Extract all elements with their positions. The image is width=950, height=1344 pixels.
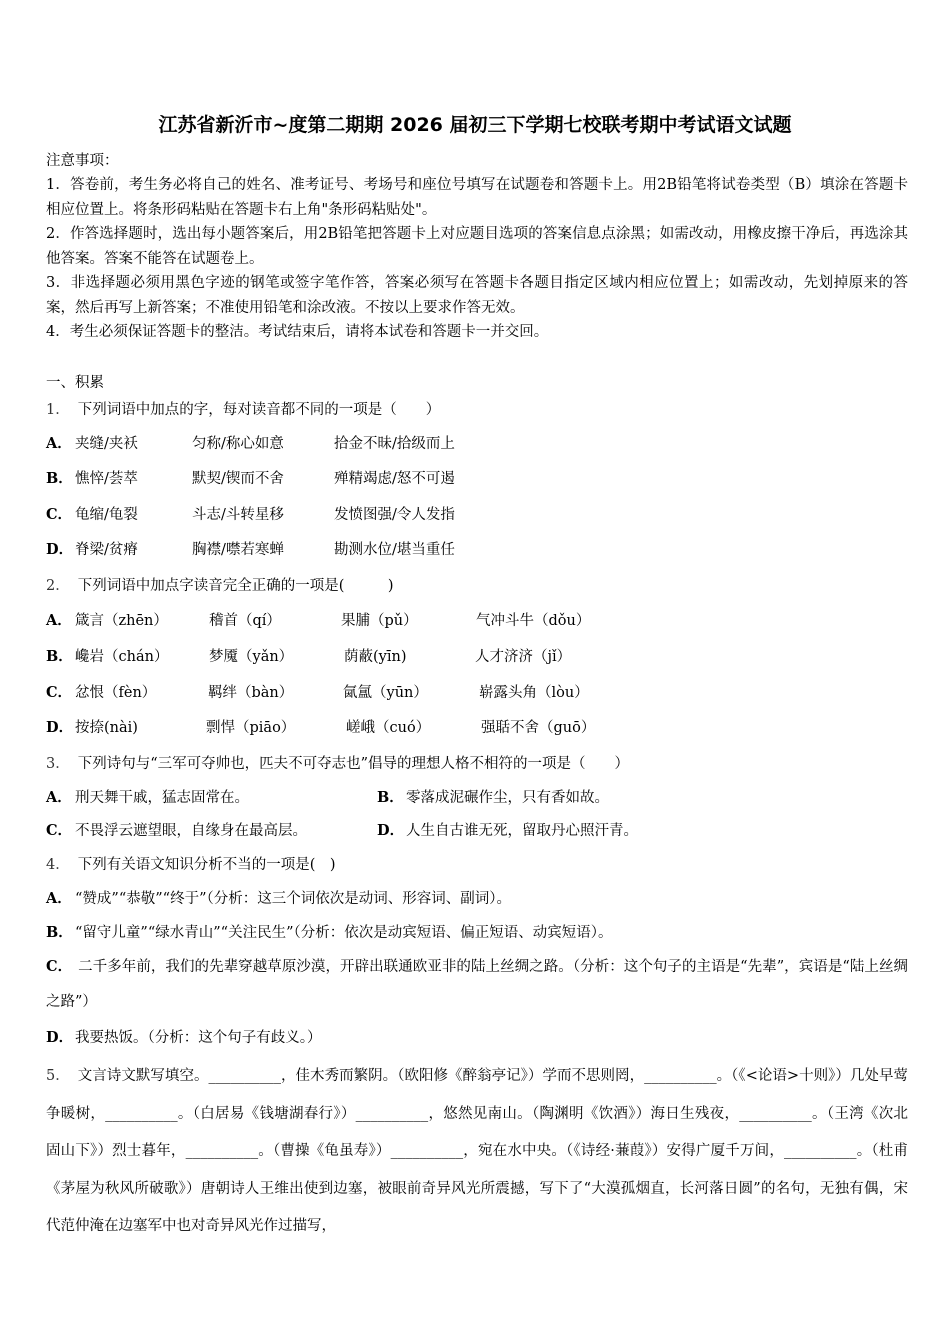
q3-option-a-letter: A． xyxy=(46,789,72,806)
notice-heading: 注意事项： xyxy=(46,153,119,169)
q3-option-b-text: 零落成泥碾作尘，只有香如故。 xyxy=(406,790,609,806)
q2-option-c-cell: 崭露头角（lòu） xyxy=(479,685,589,701)
question-3-stem xyxy=(46,754,629,774)
q2-option-c-cell: 羁绊（bàn） xyxy=(208,685,294,701)
notice-item: 2．作答选择题时，选出每小题答案后，用2B铅笔把答题卡上对应题目选项的答案信息点涂黑；如需改动，用橡皮擦干净后，再选涂其他答案。答案不能答在试题卷上。 xyxy=(46,226,908,267)
q3-option-a-text: 刑天舞干戚，猛志固常在。 xyxy=(75,790,249,806)
q1-option-c-cell: 龟缩/龟裂 xyxy=(75,507,138,523)
q2-option-b-cell: 人才济济（jǐ） xyxy=(475,649,572,665)
q1-option-c-cell: 发愤图强/令人发指 xyxy=(334,507,455,523)
q4-option-d-letter: D． xyxy=(46,1029,74,1046)
q2-option-a-letter: A． xyxy=(46,612,72,629)
q2-option-a-cell: 稽首（qí） xyxy=(209,613,281,629)
q1-option-d-cell: 勘测水位/堪当重任 xyxy=(334,542,455,558)
notice-item: 1．答卷前，考生务必将自己的姓名、准考证号、考场号和座位号填写在试题卷和答题卡上。用2B铅笔将试卷类型（B）填涂在答题卡相应位置上。将条形码粘贴在答题卡右上角"条形码粘贴处"。 xyxy=(46,177,908,218)
q2-option-d-letter: D． xyxy=(46,719,74,736)
q4-option-b-letter: B． xyxy=(46,924,73,941)
q2-option-a-cell: 果脯（pǔ） xyxy=(341,613,418,629)
question-text: 文言诗文默写填空。__________，佳木秀而繁阴。（欧阳修《醉翁亭记》）学而不思则罔，__________。（《<论语>十则》）几处早莺争暖树，__________。（白居易《钱塘湖春行》）__________，悠然见南山。（陶渊明《饮酒》）海日生残夜，__________。（王湾《次北固山下》）烈士暮年，__________。（曹操《龟虽寿》）__________，宛在水中央。（《诗经·蒹葭》）安得广厦千万间，__________。（杜甫《茅屋为秋风所破歌》）唐朝诗人王维出使到边塞，被眼前奇异风光所震撼，写下了“大漠孤烟直，长河落日圆”的名句，无独有偶，宋代范仲淹在边塞军中也对奇异风光作过描写， xyxy=(46,1068,908,1234)
q2-option-b-cell: 梦魇（yǎn） xyxy=(209,649,294,665)
question-text: 下列词语中加点的字，每对读音都不同的一项是（ ） xyxy=(77,402,441,418)
q4-option-c xyxy=(46,950,908,1019)
question-number: 5． xyxy=(46,1068,70,1084)
q1-option-b-cell: 殚精竭虑/怒不可遏 xyxy=(334,471,455,487)
q2-option-b-cell: 荫蔽(yīn) xyxy=(344,649,407,665)
q4-option-d-text: 我要热饭。（分析：这个句子有歧义。） xyxy=(75,1030,322,1046)
question-1-stem xyxy=(46,400,440,420)
q4-option-a-text: “赞成”“恭敬”“终于”（分析：这三个词依次是动词、形容词、副词）。 xyxy=(75,891,511,907)
q4-option-c-text: 二千多年前，我们的先辈穿越草原沙漠，开辟出联通欧亚非的陆上丝绸之路。（分析：这个句子的主语是“先辈”，宾语是“陆上丝绸之路”） xyxy=(46,959,908,1010)
question-text: 下列诗句与“三军可夺帅也，匹夫不可夺志也”倡导的理想人格不相符的一项是（ ） xyxy=(77,756,630,772)
notice-list xyxy=(46,173,908,345)
question-5 xyxy=(46,1058,908,1246)
question-number: 2． xyxy=(46,578,70,594)
q2-option-d-cell: 嵯峨（cuó） xyxy=(346,720,431,736)
page-title: 江苏省新沂市~度第二期期 2026 届初三下学期七校联考期中考试语文试题 xyxy=(158,114,792,136)
q1-option-a-cell: 夹缝/夹袄 xyxy=(75,436,138,452)
question-number: 1． xyxy=(46,402,70,418)
question-text: 下列有关语文知识分析不当的一项是( ) xyxy=(77,857,336,873)
q1-option-d-cell: 胸襟/噤若寒蝉 xyxy=(192,542,284,558)
q1-option-d-letter: D． xyxy=(46,541,74,558)
question-number: 4． xyxy=(46,857,70,873)
q1-option-c-cell: 斗志/斗转星移 xyxy=(192,507,284,523)
q3-option-c-text: 不畏浮云遮望眼，自缘身在最高层。 xyxy=(75,823,307,839)
q1-option-b-cell: 默契/锲而不舍 xyxy=(192,471,284,487)
q2-option-a-cell: 箴言（zhēn） xyxy=(75,613,168,629)
q1-option-b-letter: B． xyxy=(46,470,73,487)
q1-option-a-letter: A． xyxy=(46,435,72,452)
q2-option-b-letter: B． xyxy=(46,648,73,665)
q4-option-a-letter: A． xyxy=(46,890,72,907)
q2-option-a-cell: 气冲斗牛（dǒu） xyxy=(476,613,591,629)
question-text: 下列词语中加点字读音完全正确的一项是( ) xyxy=(77,578,394,594)
question-2-stem xyxy=(46,576,394,596)
q2-option-c-letter: C． xyxy=(46,684,73,701)
q1-option-a-cell: 匀称/称心如意 xyxy=(192,436,284,452)
q4-option-b-text: “留守儿童”“绿水青山”“关注民生”（分析：依次是动宾短语、偏正短语、动宾短语）。 xyxy=(75,925,613,941)
q1-option-c-letter: C． xyxy=(46,506,73,523)
q4-option-c-letter: C． xyxy=(46,958,73,975)
q3-option-b-letter: B． xyxy=(377,789,404,806)
notice-item: 3．非选择题必须用黑色字迹的钢笔或签字笔作答，答案必须写在答题卡各题目指定区域内相应位置上；如需改动，先划掉原来的答案，然后再写上新答案；不准使用铅笔和涂改液。不按以上要求作答无效。 xyxy=(46,275,908,316)
q1-option-a-cell: 拾金不昧/拾级而上 xyxy=(334,436,455,452)
q3-option-c-letter: C． xyxy=(46,822,73,839)
q2-option-b-cell: 巉岩（chán） xyxy=(75,649,169,665)
q2-option-c-cell: 忿恨（fèn） xyxy=(75,685,157,701)
q1-option-b-cell: 憔悴/荟萃 xyxy=(75,471,138,487)
section-title: 一、积累 xyxy=(46,375,104,391)
q2-option-c-cell: 氤氲（yūn） xyxy=(343,685,428,701)
q3-option-d-text: 人生自古谁无死，留取丹心照汗青。 xyxy=(406,823,638,839)
question-number: 3． xyxy=(46,756,70,772)
q2-option-d-cell: 按捺(nài) xyxy=(75,720,138,736)
notice-item: 4．考生必须保证答题卡的整洁。考试结束后，请将本试卷和答题卡一并交回。 xyxy=(46,324,549,340)
q3-option-d-letter: D． xyxy=(377,822,405,839)
q2-option-d-cell: 剽悍（piāo） xyxy=(206,720,296,736)
q1-option-d-cell: 脊梁/贫瘠 xyxy=(75,542,138,558)
question-4-stem xyxy=(46,855,336,875)
q2-option-d-cell: 强聒不舍（guō） xyxy=(481,720,596,736)
